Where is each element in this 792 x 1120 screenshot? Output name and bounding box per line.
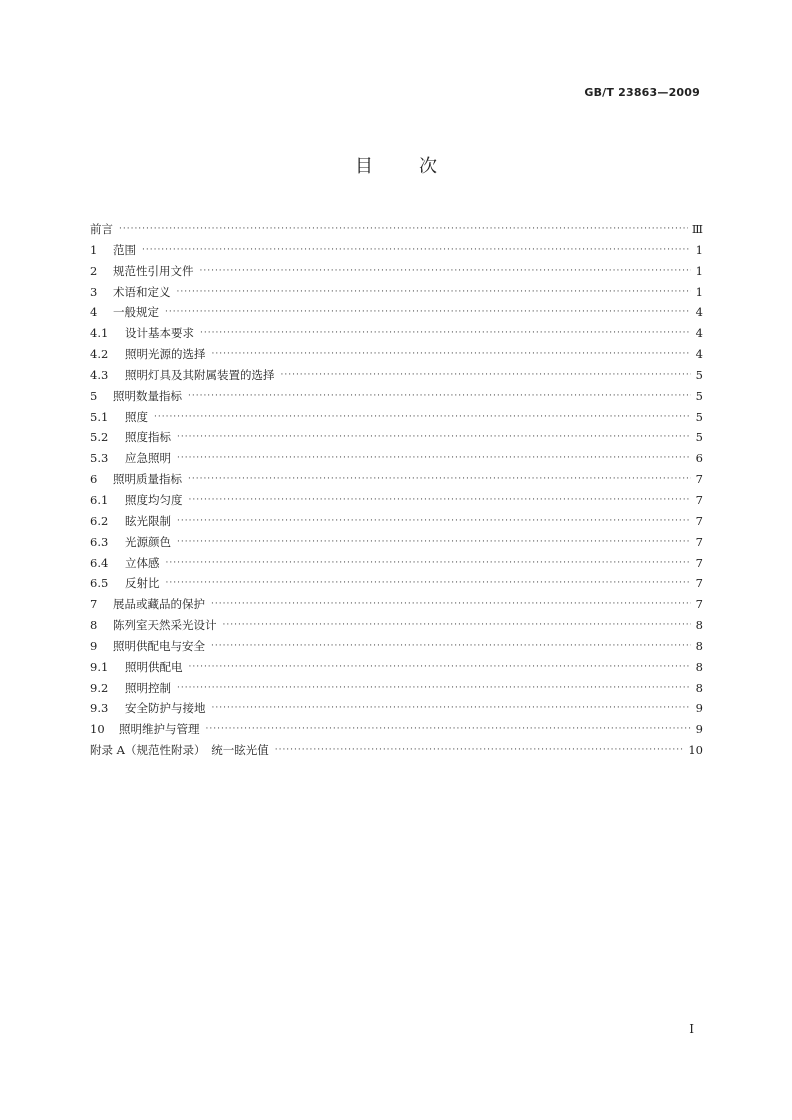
toc-entry-page: 1 xyxy=(695,263,703,278)
toc-entry-number: 1 xyxy=(90,242,98,257)
toc-entry-page: Ⅲ xyxy=(691,222,703,236)
toc-entry-page: 9 xyxy=(695,701,703,716)
toc-entry-label: 附录 A（规范性附录） 统一眩光值 xyxy=(90,743,269,758)
page-title-char-1: 目 xyxy=(355,156,373,177)
toc-entry-label: 照明质量指标 xyxy=(113,472,182,487)
toc-leader-dots xyxy=(188,469,691,490)
toc-entry[interactable] xyxy=(90,302,703,323)
toc-entry[interactable] xyxy=(90,511,703,532)
toc-entry-label: 立体感 xyxy=(125,555,160,570)
toc-entry-label: 陈列室天然采光设计 xyxy=(113,618,217,633)
toc-entry-number: 5.1 xyxy=(90,409,109,424)
toc-entry[interactable] xyxy=(90,344,703,365)
table-of-contents xyxy=(90,219,703,761)
toc-leader-dots xyxy=(142,240,691,261)
toc-entry-page: 6 xyxy=(695,451,703,466)
toc-entry-label: 反射比 xyxy=(125,576,160,591)
page-number: I xyxy=(689,1022,694,1036)
toc-entry-number: 9.1 xyxy=(90,659,109,674)
toc-entry[interactable] xyxy=(90,323,703,344)
toc-leader-dots xyxy=(200,261,692,282)
toc-entry-number: 10 xyxy=(90,722,105,737)
toc-entry-page: 7 xyxy=(695,513,703,528)
toc-entry-label: 展品或藏品的保护 xyxy=(113,597,205,612)
toc-entry[interactable] xyxy=(90,553,703,574)
toc-entry-page: 10 xyxy=(688,743,703,758)
toc-leader-dots xyxy=(275,740,685,761)
toc-entry[interactable] xyxy=(90,657,703,678)
toc-entry-page: 4 xyxy=(695,347,703,362)
toc-entry-label: 规范性引用文件 xyxy=(113,263,194,278)
toc-entry-number: 8 xyxy=(90,618,98,633)
toc-entry-label: 照度 xyxy=(125,409,148,424)
toc-entry-number: 4 xyxy=(90,305,98,320)
toc-entry-number: 6.3 xyxy=(90,534,109,549)
toc-entry-number: 7 xyxy=(90,597,98,612)
toc-entry-page: 5 xyxy=(695,388,703,403)
toc-leader-dots xyxy=(154,407,691,428)
toc-entry-label: 术语和定义 xyxy=(113,284,171,299)
toc-entry-number: 4.3 xyxy=(90,367,109,382)
toc-entry-number: 9.2 xyxy=(90,680,109,695)
toc-entry-label: 照明灯具及其附属装置的选择 xyxy=(125,367,275,382)
toc-entry-label: 一般规定 xyxy=(113,305,159,320)
toc-entry-number: 6.2 xyxy=(90,513,109,528)
toc-entry[interactable] xyxy=(90,615,703,636)
toc-leader-dots xyxy=(177,532,691,553)
toc-entry-page: 1 xyxy=(695,242,703,257)
toc-entry-label: 照明光源的选择 xyxy=(125,347,206,362)
toc-leader-dots xyxy=(211,636,691,657)
toc-entry-label: 照度指标 xyxy=(125,430,171,445)
toc-entry-number: 2 xyxy=(90,263,98,278)
toc-entry[interactable] xyxy=(90,719,703,740)
toc-leader-dots xyxy=(177,282,692,303)
toc-entry-page: 8 xyxy=(695,618,703,633)
toc-leader-dots xyxy=(177,678,691,699)
toc-leader-dots xyxy=(200,323,691,344)
toc-entry-page: 7 xyxy=(695,472,703,487)
toc-entry-label: 应急照明 xyxy=(125,451,171,466)
toc-entry[interactable] xyxy=(90,407,703,428)
toc-entry[interactable] xyxy=(90,636,703,657)
toc-entry[interactable] xyxy=(90,282,703,303)
toc-entry[interactable] xyxy=(90,240,703,261)
standard-code: GB/T 23863—2009 xyxy=(584,86,700,99)
toc-entry-label: 范围 xyxy=(113,242,136,257)
toc-leader-dots xyxy=(188,386,691,407)
toc-entry[interactable] xyxy=(90,386,703,407)
toc-entry-page: 7 xyxy=(695,597,703,612)
toc-leader-dots xyxy=(177,448,691,469)
toc-leader-dots xyxy=(177,427,691,448)
toc-entry-label: 前言 xyxy=(90,222,113,236)
toc-entry-page: 4 xyxy=(695,326,703,341)
toc-entry-page: 1 xyxy=(695,284,703,299)
toc-leader-dots xyxy=(212,698,692,719)
toc-entry[interactable] xyxy=(90,698,703,719)
toc-entry[interactable] xyxy=(90,261,703,282)
toc-entry[interactable] xyxy=(90,469,703,490)
toc-leader-dots xyxy=(119,219,688,240)
toc-leader-dots xyxy=(177,511,691,532)
toc-entry[interactable] xyxy=(90,365,703,386)
toc-entry-page: 7 xyxy=(695,555,703,570)
toc-entry-number: 4.1 xyxy=(90,326,109,341)
toc-entry-label: 照明供配电 xyxy=(125,659,183,674)
toc-entry-page: 9 xyxy=(695,722,703,737)
toc-entry-number: 9 xyxy=(90,638,98,653)
toc-entry-page: 5 xyxy=(695,367,703,382)
toc-leader-dots xyxy=(206,719,692,740)
toc-entry-number: 9.3 xyxy=(90,701,109,716)
toc-entry[interactable] xyxy=(90,573,703,594)
toc-entry-page: 7 xyxy=(695,534,703,549)
toc-entry-page: 7 xyxy=(695,492,703,507)
toc-entry-number: 6.4 xyxy=(90,555,109,570)
toc-entry[interactable] xyxy=(90,427,703,448)
toc-leader-dots xyxy=(189,657,692,678)
toc-leader-dots xyxy=(223,615,692,636)
toc-entry[interactable] xyxy=(90,532,703,553)
toc-entry-number: 5.3 xyxy=(90,451,109,466)
toc-entry[interactable] xyxy=(90,740,703,761)
toc-entry-number: 6 xyxy=(90,472,98,487)
toc-entry-page: 5 xyxy=(695,409,703,424)
toc-entry[interactable] xyxy=(90,490,703,511)
toc-leader-dots xyxy=(189,490,692,511)
toc-entry-page: 8 xyxy=(695,638,703,653)
toc-entry-page: 4 xyxy=(695,305,703,320)
toc-entry[interactable] xyxy=(90,448,703,469)
toc-entry-page: 8 xyxy=(695,659,703,674)
toc-leader-dots xyxy=(211,594,691,615)
toc-entry-label: 照明供配电与安全 xyxy=(113,638,205,653)
toc-entry-number: 6.1 xyxy=(90,492,109,507)
toc-entry-number: 5 xyxy=(90,388,98,403)
toc-entry-label: 光源颜色 xyxy=(125,534,171,549)
toc-entry-label: 眩光限制 xyxy=(125,513,171,528)
toc-entry[interactable] xyxy=(90,594,703,615)
toc-entry-label: 照明维护与管理 xyxy=(119,722,200,737)
toc-entry-number: 3 xyxy=(90,284,98,299)
page-title-char-2: 次 xyxy=(419,156,437,177)
toc-leader-dots xyxy=(165,302,691,323)
toc-entry-page: 5 xyxy=(695,430,703,445)
toc-entry-page: 8 xyxy=(695,680,703,695)
toc-entry-label: 安全防护与接地 xyxy=(125,701,206,716)
page-title xyxy=(0,152,792,178)
toc-entry[interactable] xyxy=(90,219,703,240)
toc-entry-page: 7 xyxy=(695,576,703,591)
toc-leader-dots xyxy=(212,344,692,365)
toc-leader-dots xyxy=(281,365,692,386)
toc-entry-label: 照度均匀度 xyxy=(125,492,183,507)
toc-leader-dots xyxy=(166,573,692,594)
toc-entry-label: 照明控制 xyxy=(125,680,171,695)
toc-entry-label: 照明数量指标 xyxy=(113,388,182,403)
toc-entry-number: 5.2 xyxy=(90,430,109,445)
toc-entry[interactable] xyxy=(90,678,703,699)
toc-entry-number: 6.5 xyxy=(90,576,109,591)
toc-entry-label: 设计基本要求 xyxy=(125,326,194,341)
toc-leader-dots xyxy=(166,553,692,574)
toc-entry-number: 4.2 xyxy=(90,347,109,362)
